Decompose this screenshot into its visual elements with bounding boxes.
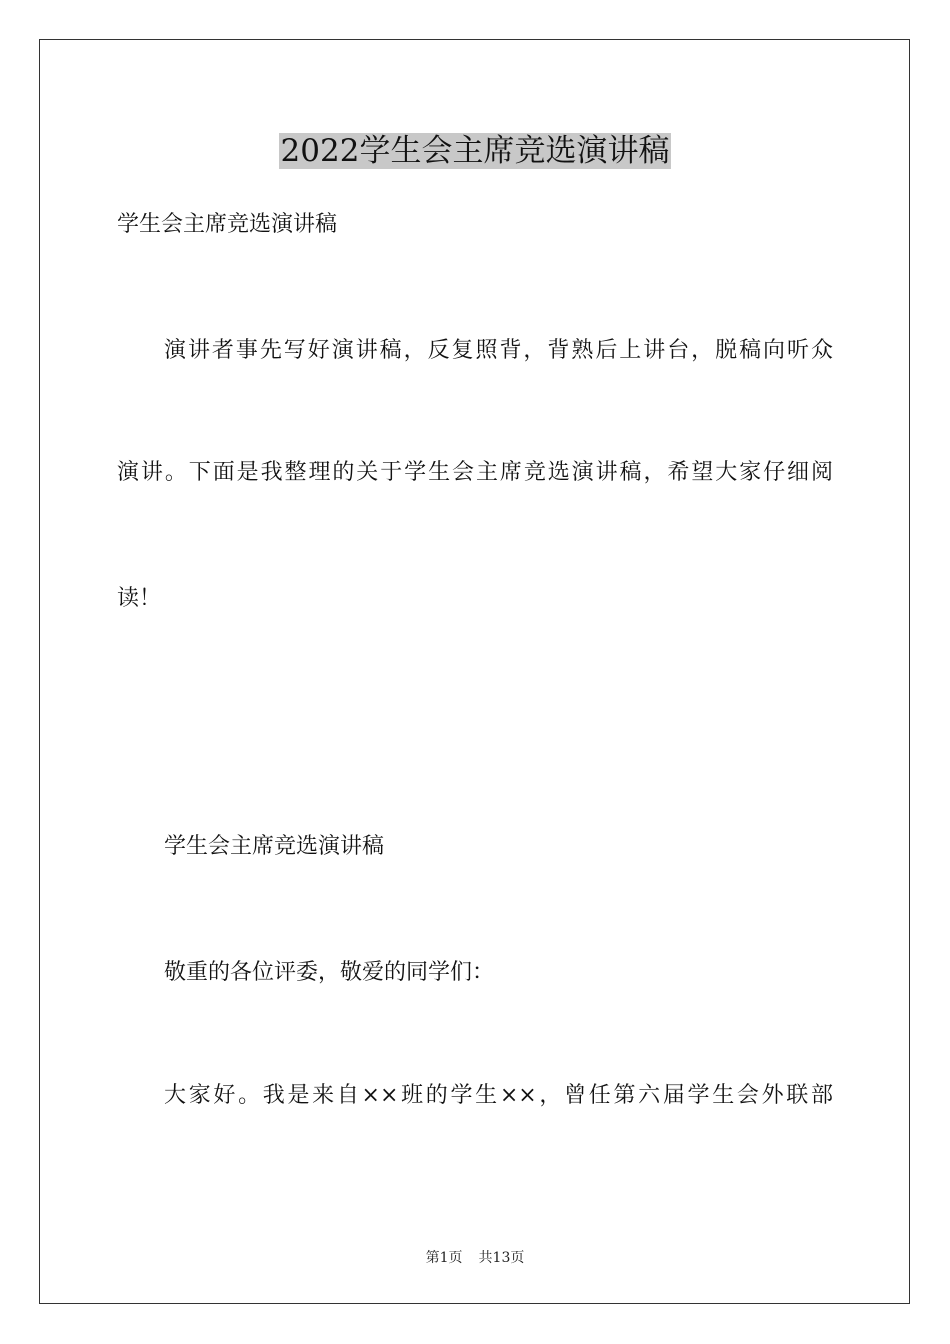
- paragraph-line-1: 演讲者事先写好演讲稿，反复照背，背熟后上讲台，脱稿向听众: [164, 338, 833, 363]
- document-subtitle: 学生会主席竞选演讲稿: [117, 212, 338, 237]
- page-number: 第1页: [425, 1250, 463, 1266]
- page-total: 共13页: [478, 1250, 525, 1266]
- paragraph-line-2: 演讲。下面是我整理的关于学生会主席竞选演讲稿，希望大家仔细阅: [117, 460, 833, 485]
- paragraph-line-4: 大家好。我是来自××班的学生××，曾任第六届学生会外联部: [164, 1083, 833, 1108]
- document-title: [0, 130, 950, 172]
- page-footer: [0, 1248, 950, 1268]
- salutation-line: 敬重的各位评委，敬爱的同学们：: [164, 960, 495, 985]
- document-title-text: 2022学生会主席竞选演讲稿: [280, 133, 670, 169]
- section-heading: 学生会主席竞选演讲稿: [164, 834, 385, 859]
- paragraph-line-3: 读！: [117, 586, 162, 611]
